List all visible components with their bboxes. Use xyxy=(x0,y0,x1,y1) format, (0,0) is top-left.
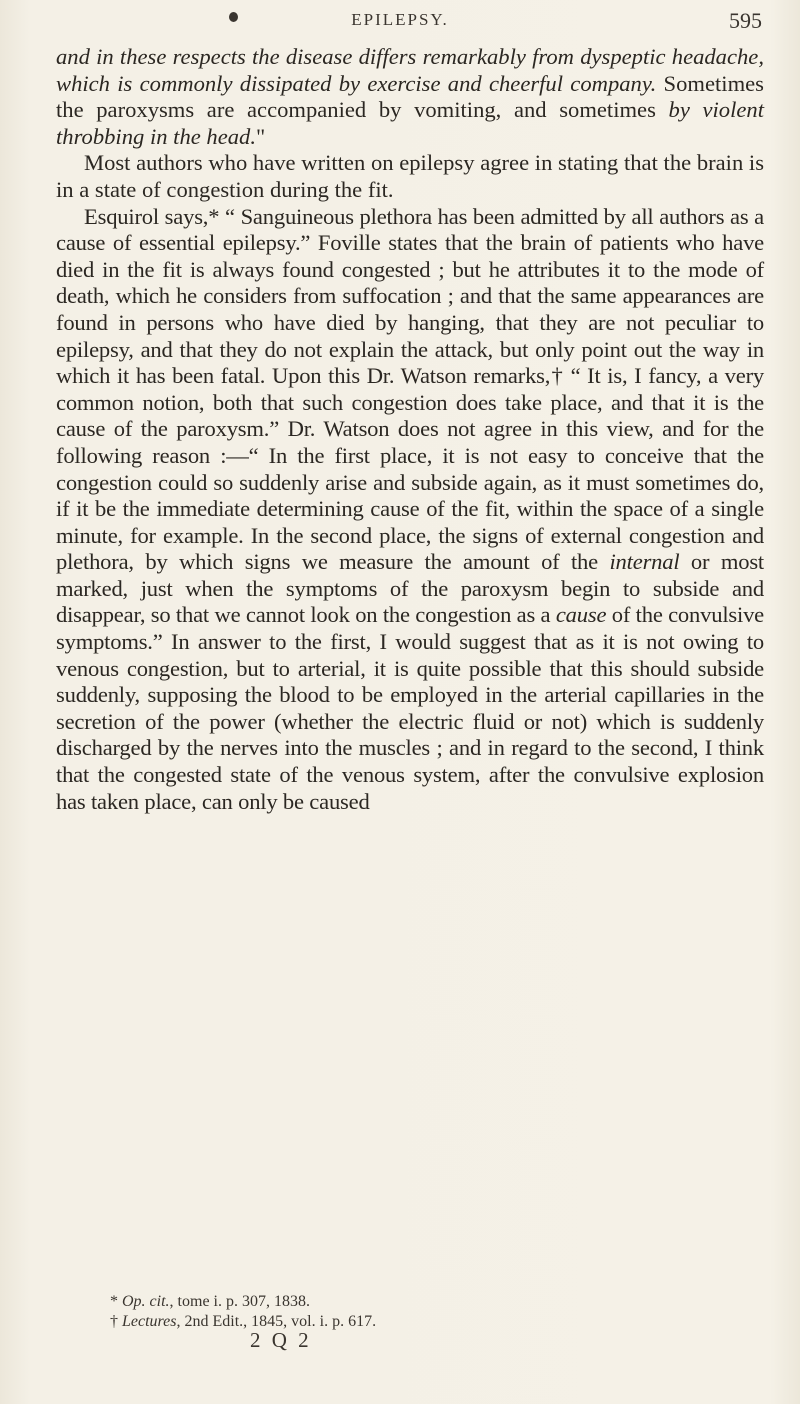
paragraph-1-text-2: " xyxy=(255,123,266,149)
footnote-source: Op. cit. xyxy=(122,1293,170,1310)
paragraph-3-text-2: or most marked, just when the symptoms of the paroxysm begin to subside and disappear, so that we cannot look on the congestion as a xyxy=(56,549,764,628)
paragraph-1-text-1: Sometimes the paroxysms are accompanied by vomiting, and sometimes xyxy=(56,70,764,123)
paragraph-3-italic-1: internal xyxy=(609,549,680,575)
footnote xyxy=(110,1292,730,1312)
footnote-rest: , tome i. p. 307, 1838. xyxy=(169,1293,310,1310)
footnote-mark: * xyxy=(110,1293,122,1310)
paragraph-2: Most authors who have written on epilepsy agree in stating that the brain is in a state of congestion during the fit. xyxy=(56,150,764,202)
paragraph-1 xyxy=(56,44,764,150)
signature-mark: 2 Q 2 xyxy=(250,1328,312,1352)
paragraph-3-italic-2: cause xyxy=(555,602,607,628)
footnote xyxy=(110,1312,730,1332)
paragraph-1-italic-1: and in these respects the disease differs remarkably from dyspeptic headache, which is commonly dissipated by exercise and cheerful company. xyxy=(56,44,764,96)
running-head xyxy=(0,8,800,38)
footnote-mark: † xyxy=(110,1313,122,1330)
body-text xyxy=(56,44,764,815)
paragraph-3-text-3: of the convulsive symptoms.” In answer to the first, I would suggest that as it is not owing to venous congestion, but to arterial, it is quite possible that this should subside suddenly, supposing the blood to be employed in the arterial capillaries in the secretion of the power (whether the electric fluid or not) which is suddenly discharged by the nerves into the muscles ; and in regard to the second, I think that the congested state of the venous system, after the convulsive explosion has taken place, can only be caused xyxy=(56,602,764,814)
paragraph-3-text-1: Esquirol says,* “ Sanguineous plethora has been admitted by all authors as a cause of essential epilepsy.” Foville states that the brain of patients who have died in the fit is always found congested ; but he attributes it to the mode of death, which he considers from suffocation ; and that the same appearances are found in persons who have died by hanging, that they are not peculiar to epilepsy, and that they do not explain the attack, but only point out the way in which it has been fatal. Upon this Dr. Watson remarks,† “ It is, I fancy, a very common notion, both that such congestion does take place, and that it is the cause of the paroxysm.” Dr. Watson does not agree in this view, and for the following reason :—“ In the first place, it is not easy to conceive that the congestion could so suddenly arise and subside again, as it must sometimes do, if it be the immediate determining cause of the fit, within the space of a single minute, for example. In the second place, the signs of external congestion and plethora, by which signs we measure the amount of the xyxy=(56,203,764,575)
paragraph-1-italic-2: by violent throbbing in the head. xyxy=(56,97,764,149)
paragraph-3 xyxy=(56,204,764,816)
footnote-rest: , 2nd Edit., 1845, vol. i. p. 617. xyxy=(176,1313,377,1330)
footnote-source: Lectures xyxy=(122,1313,177,1330)
running-title: EPILEPSY. xyxy=(351,10,449,29)
footnotes xyxy=(110,1292,730,1332)
page-number: 595 xyxy=(729,8,762,33)
